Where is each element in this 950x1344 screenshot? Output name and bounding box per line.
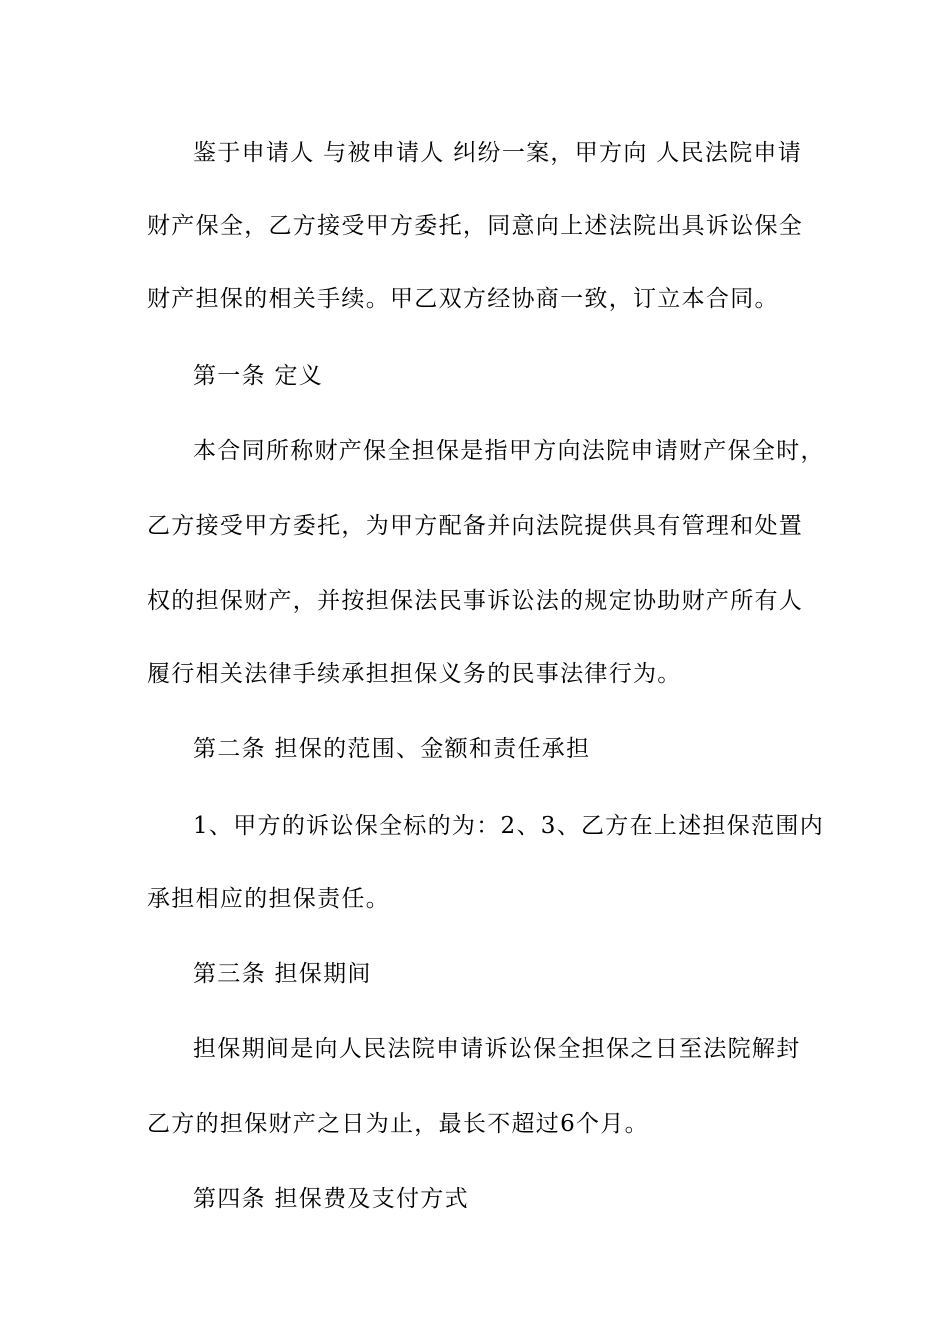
- paragraph-line: 权的担保财产，并按担保法民事诉讼法的规定协助财产所有人: [147, 588, 804, 614]
- paragraph-line: 承担相应的担保责任。: [147, 886, 390, 912]
- paragraph-line: 担保期间是向人民法院申请诉讼保全担保之日至法院解封: [193, 1036, 801, 1062]
- section-heading: 第三条 担保期间: [193, 961, 372, 987]
- section-heading: 第二条 担保的范围、金额和责任承担: [193, 736, 591, 762]
- paragraph-line: 财产保全，乙方接受甲方委托，同意向上述法院出具诉讼保全: [147, 213, 804, 239]
- section-heading: 第一条 定义: [193, 363, 324, 389]
- paragraph-line: 乙方的担保财产之日为止，最长不超过6个月。: [147, 1111, 649, 1137]
- paragraph-line: 乙方接受甲方委托，为甲方配备并向法院提供具有管理和处置: [147, 513, 804, 539]
- section-heading: 第四条 担保费及支付方式: [193, 1186, 469, 1212]
- paragraph-line: 1、甲方的诉讼保全标的为：2、3、乙方在上述担保范围内: [193, 813, 824, 839]
- paragraph-line: 本合同所称财产保全担保是指甲方向法院申请财产保全时，: [193, 438, 825, 464]
- paragraph-line: 财产担保的相关手续。甲乙双方经协商一致，订立本合同。: [147, 286, 779, 312]
- paragraph-line: 鉴于申请人 与被申请人 纠纷一案，甲方向 人民法院申请: [193, 140, 803, 166]
- paragraph-line: 履行相关法律手续承担担保义务的民事法律行为。: [147, 661, 682, 687]
